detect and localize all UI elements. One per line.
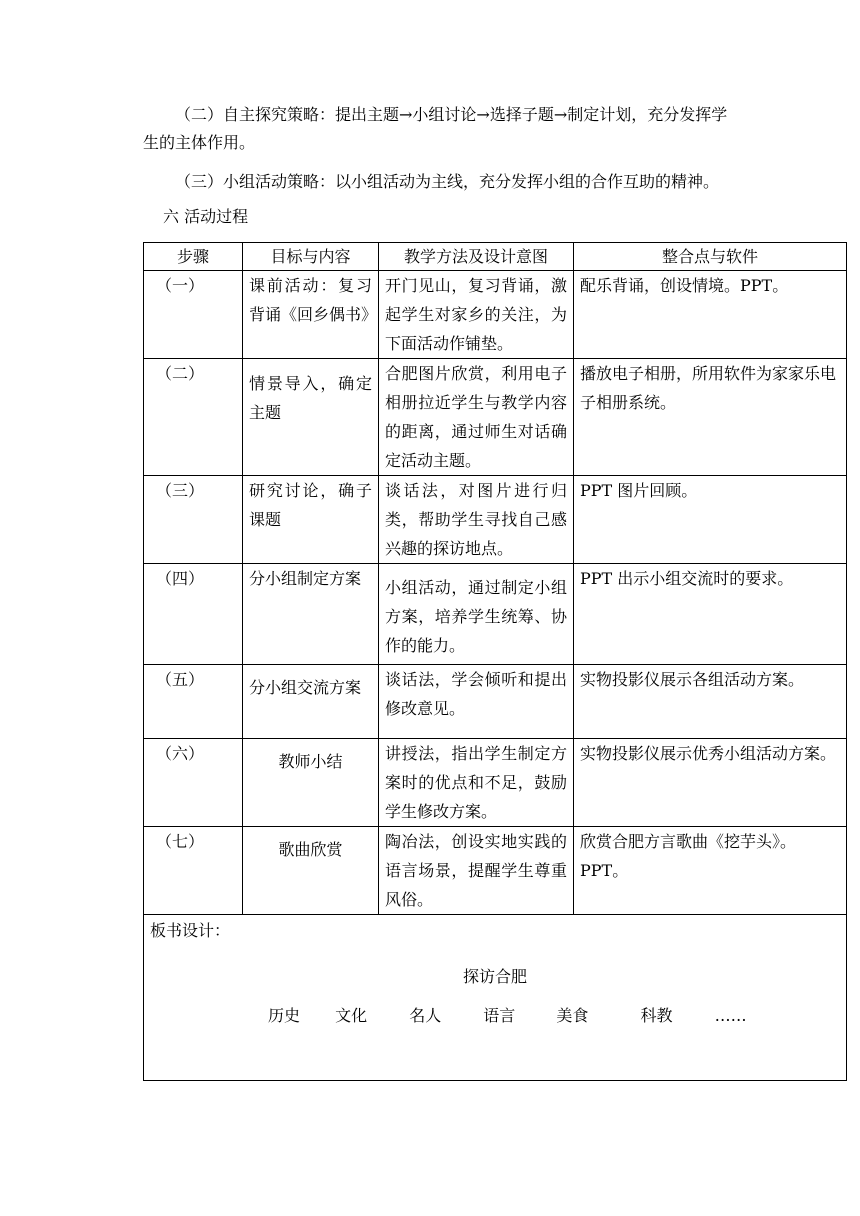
paragraph-strategy-2: （二）自主探究策略：提出主题→小组讨论→选择子题→制定计划，充分发挥学生的主体作用。	[143, 105, 728, 152]
table-row	[144, 359, 847, 476]
cell-tool: 实物投影仪展示优秀小组活动方案。	[574, 739, 847, 827]
cell-method: 开门见山，复习背诵，激起学生对家乡的关注，为下面活动作铺垫。	[379, 271, 574, 359]
cell-method: 陶冶法，创设实地实践的语言场景，提醒学生尊重风俗。	[379, 827, 574, 915]
cell-step: （三）	[144, 476, 243, 564]
cell-goal: 歌曲欣赏	[243, 827, 379, 915]
header-step: 步骤	[144, 243, 243, 271]
board-design-label: 板书设计：	[150, 921, 231, 940]
table-row	[144, 271, 847, 359]
board-item: 语言	[483, 1006, 516, 1025]
board-item: 美食	[556, 1006, 589, 1025]
board-item: 历史	[268, 1006, 301, 1025]
cell-step: （七）	[144, 827, 243, 915]
paragraph-strategy-3: （三）小组活动策略：以小组活动为主线，充分发挥小组的合作互助的精神。	[175, 172, 720, 191]
cell-goal: 情景导入，确定主题	[243, 359, 379, 476]
board-design-row	[144, 915, 847, 1081]
cell-step: （六）	[144, 739, 243, 827]
section-heading: 六 活动过程	[163, 207, 249, 226]
cell-tool: 实物投影仪展示各组活动方案。	[574, 665, 847, 739]
cell-goal: 课前活动：复习背诵《回乡偶书》	[243, 271, 379, 359]
cell-goal: 教师小结	[243, 739, 379, 827]
cell-method: 谈话法，学会倾听和提出修改意见。	[379, 665, 574, 739]
cell-step: （二）	[144, 359, 243, 476]
cell-step: （一）	[144, 271, 243, 359]
cell-method: 谈话法，对图片进行归类，帮助学生寻找自己感兴趣的探访地点。	[379, 476, 574, 564]
cell-step: （四）	[144, 564, 243, 665]
cell-goal: 分小组制定方案	[243, 564, 379, 665]
header-tool: 整合点与软件	[574, 243, 847, 271]
cell-method: 讲授法，指出学生制定方案时的优点和不足，鼓励学生修改方案。	[379, 739, 574, 827]
cell-method: 小组活动，通过制定小组方案，培养学生统筹、协作的能力。	[379, 564, 574, 665]
cell-goal: 分小组交流方案	[243, 665, 379, 739]
board-item: ……	[714, 1006, 747, 1025]
board-title: 探访合肥	[462, 967, 527, 986]
board-item: 文化	[335, 1006, 368, 1025]
header-method: 教学方法及设计意图	[379, 243, 574, 271]
header-goal: 目标与内容	[243, 243, 379, 271]
board-design-cell	[144, 915, 847, 1081]
cell-method: 合肥图片欣赏，利用电子相册拉近学生与教学内容的距离，通过师生对话确定活动主题。	[379, 359, 574, 476]
table-row	[144, 665, 847, 739]
table-header-row	[144, 243, 847, 271]
cell-step: （五）	[144, 665, 243, 739]
table-row	[144, 564, 847, 665]
board-items	[268, 1001, 840, 1030]
board-item: 科教	[640, 1006, 673, 1025]
activity-table	[143, 242, 847, 1081]
cell-tool: 欣赏合肥方言歌曲《挖芋头》。PPT。	[574, 827, 847, 915]
cell-tool: 播放电子相册，所用软件为家家乐电子相册系统。	[574, 359, 847, 476]
board-item: 名人	[409, 1006, 442, 1025]
table-row	[144, 827, 847, 915]
cell-tool: 配乐背诵，创设情境。PPT。	[574, 271, 847, 359]
cell-tool: PPT 出示小组交流时的要求。	[574, 564, 847, 665]
cell-tool: PPT 图片回顾。	[574, 476, 847, 564]
table-row	[144, 476, 847, 564]
cell-goal: 研究讨论，确子课题	[243, 476, 379, 564]
table-row	[144, 739, 847, 827]
